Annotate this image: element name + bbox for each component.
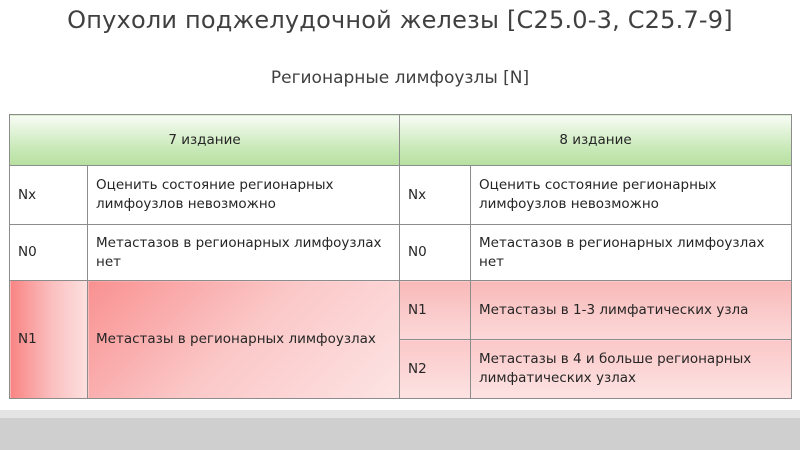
table-row: [10, 166, 792, 225]
description-cell: Метастазы в 4 и больше регионарных лимфатических узлах: [471, 340, 792, 399]
description-cell: Метастазы в 1-3 лимфатических узла: [471, 281, 792, 340]
description-cell: Метастазов в регионарных лимфоузлах нет: [471, 225, 792, 281]
slide-subtitle: Регионарные лимфоузлы [N]: [270, 68, 530, 88]
code-cell: N0: [10, 225, 88, 281]
slide-title: Опухоли поджелудочной железы [C25.0-3, C25.7-9]: [67, 6, 733, 34]
code-cell: Nx: [400, 166, 471, 225]
code-cell: N0: [400, 225, 471, 281]
header-edition-7: 7 издание: [10, 115, 400, 166]
description-cell: Оценить состояние регионарных лимфоузлов невозможно: [88, 166, 400, 225]
slide-footer-bar: [0, 410, 800, 450]
table-header-row: [10, 115, 792, 166]
description-cell: Метастазы в регионарных лимфоузлах: [88, 281, 400, 399]
table-row: [10, 281, 792, 340]
staging-table: [9, 114, 792, 399]
header-edition-8: 8 издание: [400, 115, 792, 166]
description-cell: Оценить состояние регионарных лимфоузлов невозможно: [471, 166, 792, 225]
table-row: [10, 225, 792, 281]
code-cell: N1: [10, 281, 88, 399]
description-cell: Метастазов в регионарных лимфоузлах нет: [88, 225, 400, 281]
code-cell: N1: [400, 281, 471, 340]
code-cell: N2: [400, 340, 471, 399]
code-cell: Nx: [10, 166, 88, 225]
